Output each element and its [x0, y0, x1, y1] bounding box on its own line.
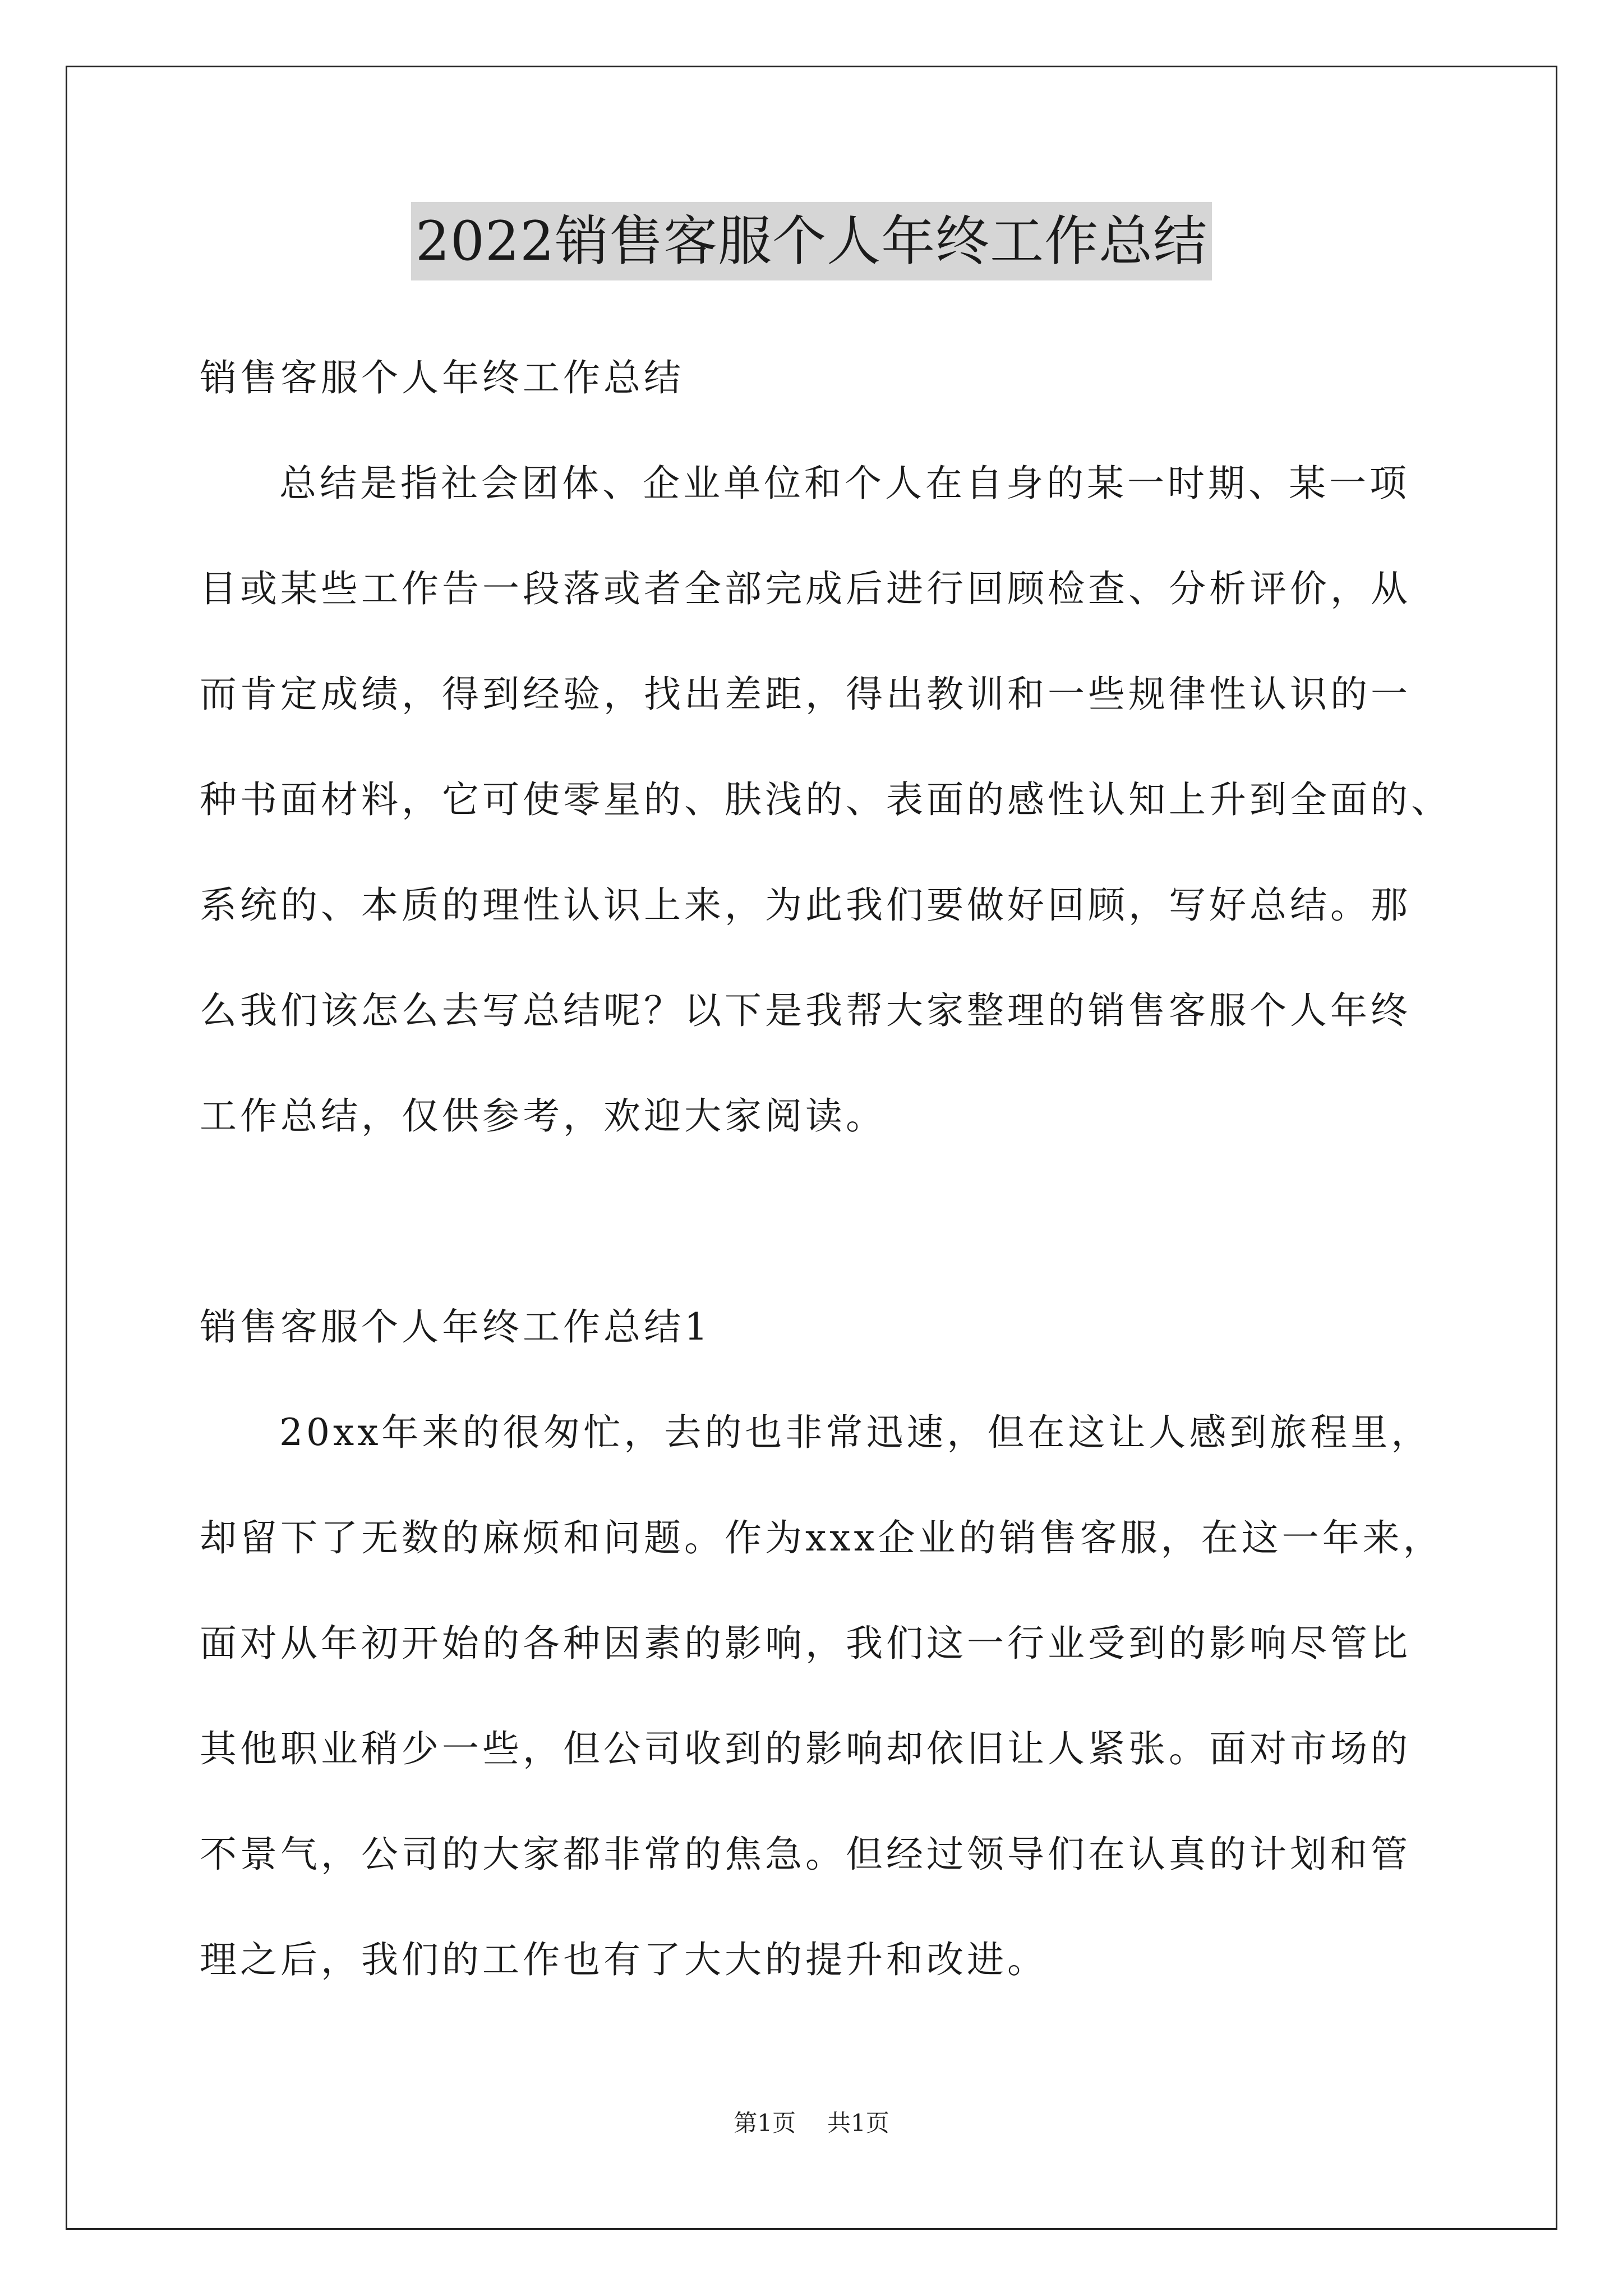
intro-heading: 销售客服个人年终工作总结 — [200, 356, 684, 399]
section1-line: 面对从年初开始的各种因素的影响，我们这一行业受到的影响尽管比 — [200, 1622, 1411, 1665]
intro-line: 总结是指社会团体、企业单位和个人在自身的某一时期、某一项 — [279, 462, 1410, 505]
document-body — [200, 325, 1478, 2013]
intro-line: 系统的、本质的理性认识上来，为此我们要做好回顾，写好总结。那 — [200, 884, 1411, 927]
section1-line: 不景气，公司的大家都非常的焦急。但经过领导们在认真的计划和管 — [200, 1833, 1411, 1876]
intro-line: 种书面材料，它可使零星的、肤浅的、表面的感性认知上升到全面的、 — [200, 778, 1451, 821]
page-footer — [0, 2106, 1623, 2140]
title-container — [0, 202, 1623, 280]
page-number-current: 第1页 — [734, 2109, 796, 2137]
intro-line: 而肯定成绩，得到经验，找出差距，得出教训和一些规律性认识的一 — [200, 673, 1411, 716]
intro-line: 工作总结，仅供参考，欢迎大家阅读。 — [200, 1094, 886, 1138]
page-number-total: 共1页 — [827, 2109, 889, 2137]
section1-line: 理之后，我们的工作也有了大大的提升和改进。 — [200, 1938, 1048, 1981]
section1-heading: 销售客服个人年终工作总结1 — [200, 1305, 711, 1349]
section1-line: 20xx年来的很匆忙，去的也非常迅速，但在这让人感到旅程里， — [279, 1411, 1432, 1454]
section1-line: 却留下了无数的麻烦和问题。作为xxx企业的销售客服，在这一年来， — [200, 1516, 1444, 1559]
document-title: 2022销售客服个人年终工作总结 — [411, 202, 1212, 280]
intro-line: 么我们该怎么去写总结呢？以下是我帮大家整理的销售客服个人年终 — [200, 989, 1411, 1032]
section1-line: 其他职业稍少一些，但公司收到的影响却依旧让人紧张。面对市场的 — [200, 1727, 1411, 1770]
intro-line: 目或某些工作告一段落或者全部完成后进行回顾检查、分析评价，从 — [200, 567, 1411, 610]
